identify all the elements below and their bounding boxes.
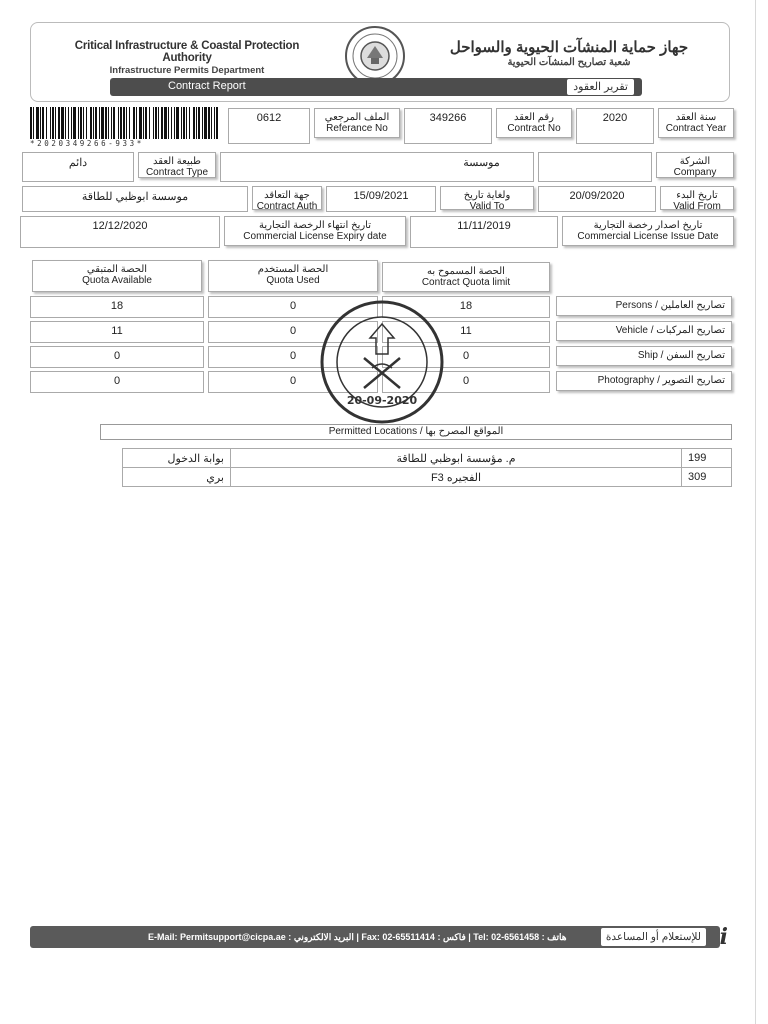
contract-year-label	[658, 108, 734, 138]
valid-to-label	[440, 186, 534, 210]
valid-to-label-ar: ولغاية تاريخ	[463, 190, 511, 201]
license-expiry-label	[224, 216, 406, 246]
permitted-locations-header: Permitted Locations / المواقع المصرح بها	[100, 424, 732, 440]
department-name-ar: شعبة تصاريح المنشآت الحيوية	[507, 57, 631, 68]
contract-type-label-en: Contract Type	[145, 167, 209, 178]
barcode-bar	[174, 107, 175, 139]
barcode-bar	[198, 107, 200, 139]
company-label-ar: الشركة	[679, 156, 711, 167]
report-title-bar	[110, 78, 642, 96]
permitted-locations-table	[122, 448, 732, 487]
location-name: الفجيره F3	[231, 468, 682, 487]
barcode-bar	[33, 107, 34, 139]
barcode-bar	[30, 107, 32, 139]
company-value: موسسة	[430, 152, 534, 182]
quota-limit-vehicle: 11	[382, 321, 550, 343]
barcode-bar	[71, 107, 72, 139]
license-issue-label	[562, 216, 734, 246]
barcode-bar	[58, 107, 60, 139]
barcode-bar	[73, 107, 76, 139]
quota-limit-header	[382, 262, 550, 292]
barcode-bar	[214, 107, 215, 139]
license-issue-value: 11/11/2019	[410, 216, 558, 248]
barcode-bar	[211, 107, 212, 139]
contract-year-label-en: Contract Year	[665, 123, 727, 134]
barcode-bar	[120, 107, 122, 139]
reference-no-label-ar: الملف المرجعي	[324, 112, 390, 123]
barcode-bar	[171, 107, 172, 139]
help-label: للإستعلام أو المساعدة	[601, 928, 706, 946]
barcode	[30, 107, 220, 139]
quota-used-header-en: Quota Used	[266, 275, 320, 286]
header-english	[52, 40, 322, 76]
quota-available-header	[32, 260, 202, 292]
stamp-date: 20-09-2020	[346, 394, 418, 407]
barcode-bar	[181, 107, 182, 139]
barcode-bar	[186, 107, 187, 139]
barcode-bar	[183, 107, 185, 139]
location-code: 309	[682, 468, 732, 487]
quota-available-ship: 0	[30, 346, 204, 368]
barcode-bar	[126, 107, 127, 139]
barcode-bar	[65, 107, 66, 139]
license-expiry-value: 12/12/2020	[20, 216, 220, 248]
barcode-bar	[93, 107, 94, 139]
location-gate: بري	[123, 468, 231, 487]
company-label	[656, 152, 734, 178]
quota-used-photography: 0	[208, 371, 378, 393]
quota-limit-photography: 0	[382, 371, 550, 393]
quota-available-photography: 0	[30, 371, 204, 393]
valid-from-label-ar: تاريخ البدء	[676, 190, 718, 201]
barcode-bar	[78, 107, 79, 139]
contract-type-label	[138, 152, 216, 178]
barcode-bar	[46, 107, 47, 139]
quota-row-label-vehicle: Vehicle / تصاريح المركبات	[556, 321, 732, 341]
barcode-bar	[189, 107, 190, 139]
location-code: 199	[682, 449, 732, 468]
barcode-bar	[202, 107, 203, 139]
barcode-bar	[204, 107, 207, 139]
contract-type-label-ar: طبيعة العقد	[153, 156, 201, 167]
barcode-bar	[95, 107, 97, 139]
barcode-bar	[164, 107, 167, 139]
contract-no-label-ar: رقم العقد	[514, 112, 554, 123]
barcode-bar	[101, 107, 104, 139]
contact-info: E-Mail: Permitsupport@cicpa.ae : البريد الالكتروني | Fax: 02-65511414 : فاكس | Tel: 02-6561458 : هاتف	[148, 932, 567, 942]
contract-year-label-ar: سنة العقد	[675, 112, 717, 123]
barcode-bar	[155, 107, 157, 139]
barcode-bar	[118, 107, 119, 139]
barcode-bar	[139, 107, 142, 139]
quota-available-persons: 18	[30, 296, 204, 318]
table-row	[123, 468, 732, 487]
quota-used-ship: 0	[208, 346, 378, 368]
authority-name-ar: جهاز حماية المنشآت الحيوية والسواحل	[449, 39, 689, 56]
barcode-bar	[111, 107, 112, 139]
barcode-bar	[90, 107, 92, 139]
license-issue-label-ar: تاريخ اصدار رخصة التجارية	[593, 220, 703, 231]
barcode-bar	[36, 107, 39, 139]
barcode-bar	[145, 107, 147, 139]
quota-row-label-persons: Persons / تصاريح العاملين	[556, 296, 732, 316]
contract-auth-label-en: Contract Auth	[256, 201, 318, 212]
quota-limit-ship: 0	[382, 346, 550, 368]
barcode-bar	[83, 107, 84, 139]
license-expiry-label-en: Commercial License Expiry date	[243, 231, 387, 242]
barcode-bar	[149, 107, 150, 139]
barcode-bar	[153, 107, 154, 139]
barcode-bar	[80, 107, 82, 139]
barcode-bar	[108, 107, 109, 139]
barcode-bar	[216, 107, 218, 139]
quota-limit-header-en: Contract Quota limit	[421, 277, 511, 288]
barcode-number: *2020349266-933*	[30, 139, 144, 148]
barcode-bar	[55, 107, 56, 139]
barcode-bar	[86, 107, 87, 139]
valid-from-label-en: Valid From	[673, 201, 721, 212]
contract-no-label-en: Contract No	[507, 123, 561, 134]
barcode-bar	[168, 107, 169, 139]
valid-from-label	[660, 186, 734, 210]
barcode-bar	[143, 107, 144, 139]
license-issue-label-en: Commercial License Issue Date	[577, 231, 719, 242]
report-title-ar: تقرير العقود	[567, 79, 634, 95]
page-edge	[755, 0, 756, 1024]
barcode-bar	[99, 107, 100, 139]
contract-auth-value: موسسة ابوظبي للطاقة	[22, 186, 248, 212]
quota-limit-persons: 18	[382, 296, 550, 318]
quota-row-label-photography: Photography / تصاريح التصوير	[556, 371, 732, 391]
valid-to-label-en: Valid To	[469, 201, 505, 212]
quota-available-header-ar: الحصة المتبقي	[86, 264, 148, 275]
license-expiry-label-ar: تاريخ انتهاء الرخصة التجارية	[258, 220, 372, 231]
company-value-extra	[538, 152, 652, 182]
barcode-bar	[105, 107, 107, 139]
barcode-bar	[158, 107, 159, 139]
contract-no-label	[496, 108, 572, 138]
info-icon: i	[719, 924, 728, 950]
quota-available-vehicle: 11	[30, 321, 204, 343]
barcode-bar	[208, 107, 210, 139]
barcode-bar	[68, 107, 69, 139]
contract-no-value: 349266	[404, 108, 492, 144]
reference-no-label	[314, 108, 400, 138]
official-stamp	[318, 298, 446, 426]
barcode-bar	[42, 107, 44, 139]
barcode-bar	[50, 107, 51, 139]
authority-name-en: Critical Infrastructure & Coastal Protection Authority	[74, 40, 300, 64]
barcode-bar	[40, 107, 41, 139]
gate-header: بوابة الدخول	[123, 449, 231, 468]
reference-no-value: 0612	[228, 108, 310, 144]
barcode-bar	[176, 107, 179, 139]
quota-row-label-ship: Ship / تصاريح السفن	[556, 346, 732, 366]
barcode-bar	[161, 107, 163, 139]
department-name-en: Infrastructure Permits Department	[109, 65, 265, 76]
barcode-bar	[113, 107, 115, 139]
quota-used-vehicle: 0	[208, 321, 378, 343]
contact-footer	[30, 924, 728, 950]
contract-auth-label	[252, 186, 322, 210]
barcode-bar	[193, 107, 195, 139]
quota-used-header-ar: الحصة المستخدم	[257, 264, 329, 275]
company-label-en: Company	[673, 167, 717, 178]
table-row	[123, 449, 732, 468]
valid-to-value: 15/09/2021	[326, 186, 436, 212]
barcode-bar	[129, 107, 130, 139]
barcode-bar	[123, 107, 125, 139]
contract-type-value: دائم	[22, 152, 134, 182]
quota-available-header-en: Quota Available	[82, 275, 152, 286]
barcode-bar	[136, 107, 137, 139]
valid-from-value: 20/09/2020	[538, 186, 656, 212]
barcode-bar	[61, 107, 64, 139]
reference-no-label-en: Referance No	[326, 123, 388, 134]
header-arabic	[430, 38, 708, 68]
contract-year-value: 2020	[576, 108, 654, 144]
report-title-en: Contract Report	[168, 80, 246, 92]
barcode-bar	[133, 107, 135, 139]
contract-auth-label-ar: جهة التعاقد	[264, 190, 310, 201]
barcode-bar	[52, 107, 54, 139]
quota-used-header	[208, 260, 378, 292]
barcode-bar	[196, 107, 197, 139]
quota-used-persons: 0	[208, 296, 378, 318]
quota-limit-header-ar: الحصة المسموح به	[427, 266, 505, 277]
location-name: م. مؤسسة ابوظبي للطاقة	[231, 449, 682, 468]
